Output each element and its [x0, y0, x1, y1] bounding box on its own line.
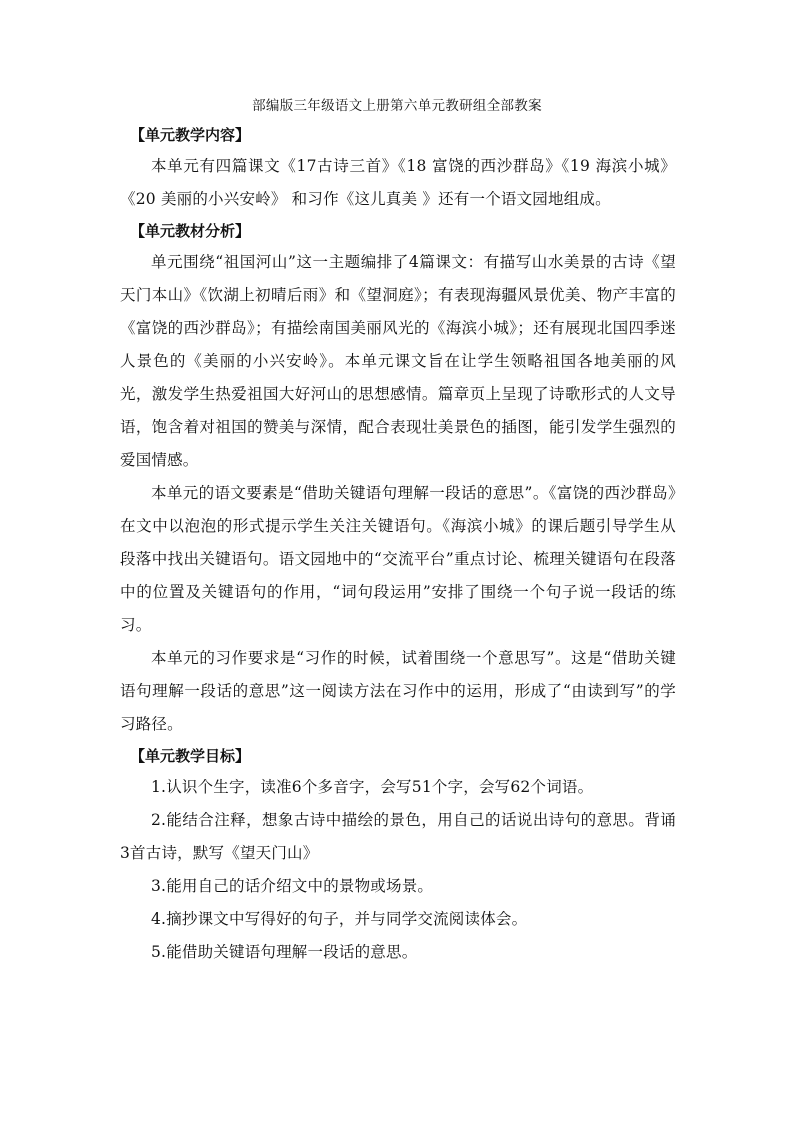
analysis-paragraph-2: 本单元的语文要素是“借助关键语句理解一段话的意思”。《富饶的西沙群岛》在文中以泡泡的形式提示学生关注关键语句。《海滨小城》的课后题引导学生从段落中找出关键语句。语文园地中的“交流平台”重点讨论、梳理关键语句在段落中的位置及关键语句的作用，“词句段运用”安排了围绕一个句子说一段话的练习。 — [120, 484, 676, 634]
analysis-paragraph-3: 本单元的习作要求是“习作的时候，试着围绕一个意思写”。这是“借助关键语句理解一段话的意思”这一阅读方法在习作中的运用，形成了“由读到写”的学习路径。 — [120, 649, 676, 733]
goal-item-2: 2.能结合注释，想象古诗中描绘的景色，用自己的话说出诗句的意思。背诵3首古诗，默写《望天门山》 — [120, 811, 676, 862]
goal-item-4: 4.摘抄课文中写得好的句子，并与同学交流阅读体会。 — [151, 910, 528, 928]
analysis-paragraph-1: 单元围绕“祖国河山”这一主题编排了4篇课文：有描写山水美景的古诗《望天门本山》《饮湖上初晴后雨》和《望洞庭》；有表现海疆风景优美、物产丰富的《富饶的西沙群岛》；有描绘南国美丽风光的《海滨小城》；还有展现北国四季迷人景色的《美丽的小兴安岭》。本单元课文旨在让学生领略祖国各地美丽的风光，激发学生热爱祖国大好河山的思想感情。篇章页上呈现了诗歌形式的人文导语，饱含着对祖国的赞美与深情，配合表现壮美景色的插图，能引发学生强烈的爱国情感。 — [120, 253, 676, 469]
goal-item-1: 1.认识个生字，读准6个多音字，会写51个字，会写62个词语。 — [151, 778, 594, 796]
goal-item-3: 3.能用自己的话介绍文中的景物或场景。 — [151, 877, 434, 895]
content-paragraph: 本单元有四篇课文《17古诗三首》《18 富饶的西沙群岛》《19 海滨小城》《20 美丽的小兴安岭》 和习作《这儿真美 》还有一个语文园地组成。 — [120, 157, 676, 208]
section-heading-goals: 【单元教学目标】 — [130, 747, 251, 765]
section-heading-analysis: 【单元教材分析】 — [130, 222, 251, 240]
goal-item-5: 5.能借助关键语句理解一段话的意思。 — [151, 943, 418, 961]
document-title: 部编版三年级语文上册第六单元教研组全部教案 — [252, 98, 542, 114]
document-body — [120, 120, 676, 969]
section-heading-content: 【单元教学内容】 — [130, 126, 251, 144]
